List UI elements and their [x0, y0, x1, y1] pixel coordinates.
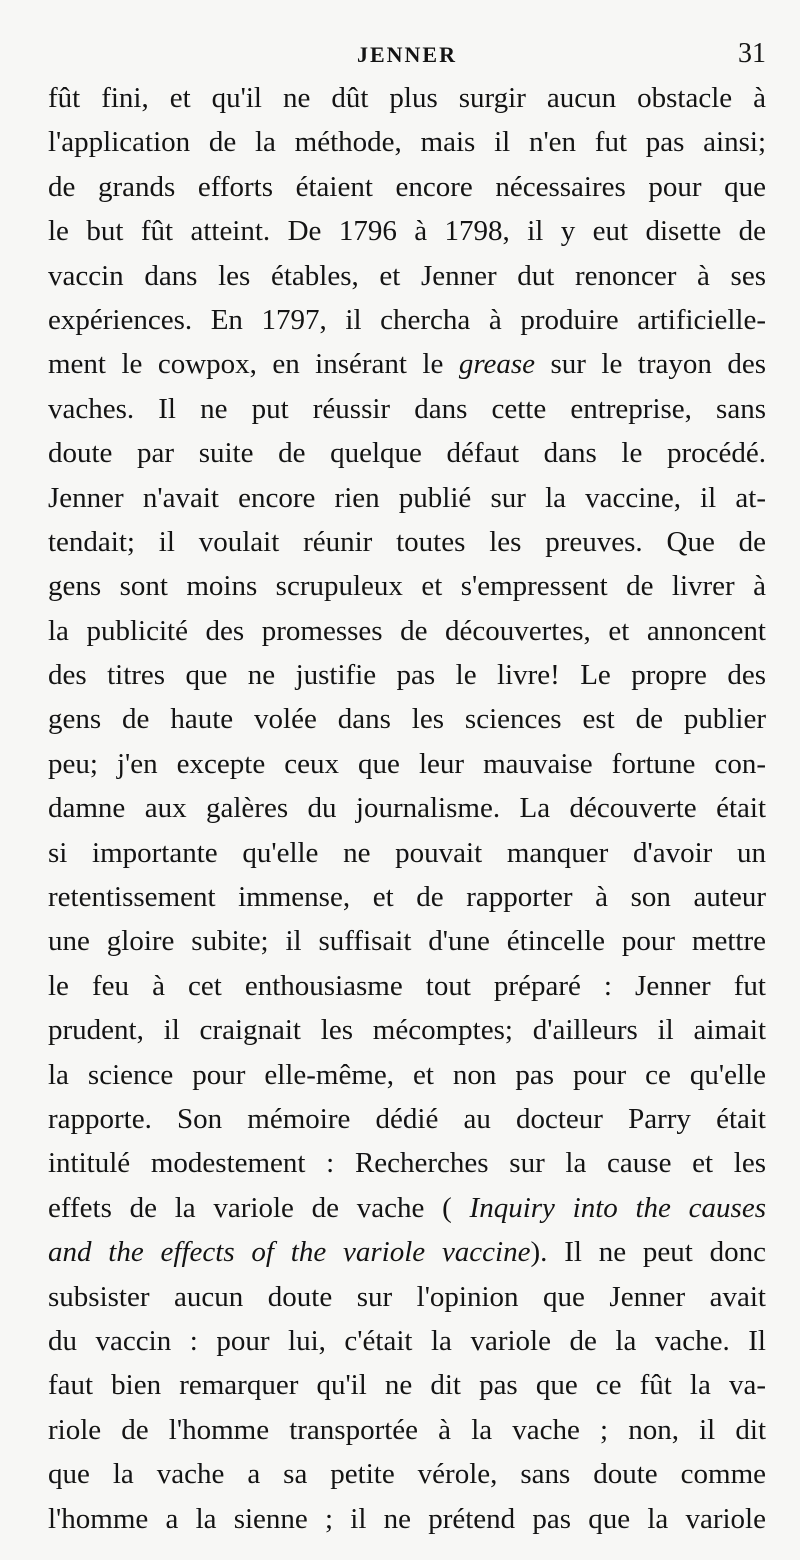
text-line: [48, 1141, 766, 1185]
text-line: [48, 476, 766, 520]
text-line: [48, 609, 766, 653]
text-line: [48, 786, 766, 830]
text-segment: sur le trayon des: [535, 348, 766, 381]
text-line: [48, 342, 766, 386]
italic-text: and the effects of the variole vaccine: [48, 1236, 531, 1269]
text-line: [48, 564, 766, 608]
text-segment: peu; j'en excepte ceux que leur mauvaise fortune con-: [48, 747, 766, 780]
text-segment: Jenner n'avait encore rien publié sur la vaccine, il at-: [48, 481, 766, 514]
running-title: JENNER: [356, 42, 457, 67]
text-segment: le feu à cet enthousiasme tout préparé : Jenner fut: [48, 969, 766, 1002]
text-line: [48, 254, 766, 298]
text-segment: ). Il ne peut donc: [530, 1236, 766, 1269]
text-segment: expériences. En 1797, il chercha à produire artificielle-: [48, 303, 766, 336]
text-line: [48, 387, 766, 431]
text-segment: vaccin dans les étables, et Jenner dut renoncer à ses: [48, 259, 766, 292]
text-line: [48, 875, 766, 919]
text-line: [48, 653, 766, 697]
text-line: [48, 964, 766, 1008]
text-line: [48, 742, 766, 786]
text-segment: fût fini, et qu'il ne dût plus surgir aucun obstacle à: [48, 82, 766, 114]
text-segment: le but fût atteint. De 1796 à 1798, il y eut disette de: [48, 215, 766, 248]
running-head: [48, 38, 766, 74]
text-segment: ment le cowpox, en insérant le: [48, 348, 459, 381]
text-line: [48, 76, 766, 120]
text-line: [48, 1097, 766, 1141]
text-line: [48, 1363, 766, 1407]
text-segment: rapporte. Son mémoire dédié au docteur Parry était: [48, 1102, 766, 1135]
text-segment: damne aux galères du journalisme. La découverte était: [48, 792, 766, 825]
text-line: [48, 1452, 766, 1496]
text-line: [48, 209, 766, 253]
text-segment: vaches. Il ne put réussir dans cette entreprise, sans: [48, 392, 766, 425]
text-segment: une gloire subite; il suffisait d'une étincelle pour mettre: [48, 925, 766, 958]
text-segment: la science pour elle-même, et non pas pour ce qu'elle: [48, 1058, 766, 1091]
text-segment: que la vache a sa petite vérole, sans doute comme: [48, 1458, 766, 1491]
text-line: [48, 165, 766, 209]
text-line: [48, 1319, 766, 1363]
text-line: [48, 1053, 766, 1097]
text-line: [48, 1186, 766, 1230]
text-segment: si importante qu'elle ne pouvait manquer d'avoir un: [48, 836, 766, 869]
text-segment: des titres que ne justifie pas le livre! Le propre des: [48, 659, 766, 692]
text-line: [48, 831, 766, 875]
text-segment: de grands efforts étaient encore nécessaires pour que: [48, 170, 766, 203]
body-text: [48, 76, 766, 1541]
text-segment: tendait; il voulait réunir toutes les preuves. Que de: [48, 525, 766, 558]
text-segment: l'application de la méthode, mais il n'en fut pas ainsi;: [48, 126, 766, 159]
text-line: [48, 1275, 766, 1319]
italic-text: Inquiry into the causes: [469, 1191, 766, 1224]
text-line: [48, 1497, 766, 1541]
page-number: 31: [738, 38, 766, 69]
text-segment: la publicité des promesses de découvertes, et annoncent: [48, 614, 766, 647]
text-segment: retentissement immense, et de rapporter à son auteur: [48, 881, 766, 914]
text-line: [48, 431, 766, 475]
text-line: [48, 1408, 766, 1452]
text-line: [48, 298, 766, 342]
text-line: [48, 697, 766, 741]
text-line: [48, 120, 766, 164]
text-segment: faut bien remarquer qu'il ne dit pas que ce fût la va-: [48, 1369, 766, 1402]
text-line: [48, 1230, 766, 1274]
text-segment: effets de la variole de vache (: [48, 1191, 470, 1224]
text-line: [48, 1008, 766, 1052]
text-segment: l'homme a la sienne ; il ne prétend pas que la variole: [48, 1502, 766, 1535]
italic-text: grease: [458, 348, 536, 381]
text-segment: du vaccin : pour lui, c'était la variole de la vache. Il: [48, 1324, 766, 1357]
text-segment: subsister aucun doute sur l'opinion que Jenner avait: [48, 1280, 766, 1313]
text-segment: intitulé modestement : Recherches sur la cause et les: [48, 1147, 766, 1180]
text-segment: prudent, il craignait les mécomptes; d'ailleurs il aimait: [48, 1014, 766, 1047]
text-segment: doute par suite de quelque défaut dans le procédé.: [48, 437, 766, 470]
text-segment: gens de haute volée dans les sciences est de publier: [48, 703, 766, 736]
text-line: [48, 520, 766, 564]
text-segment: gens sont moins scrupuleux et s'empressent de livrer à: [48, 570, 766, 603]
text-segment: riole de l'homme transportée à la vache ; non, il dit: [48, 1413, 766, 1446]
text-line: [48, 919, 766, 963]
